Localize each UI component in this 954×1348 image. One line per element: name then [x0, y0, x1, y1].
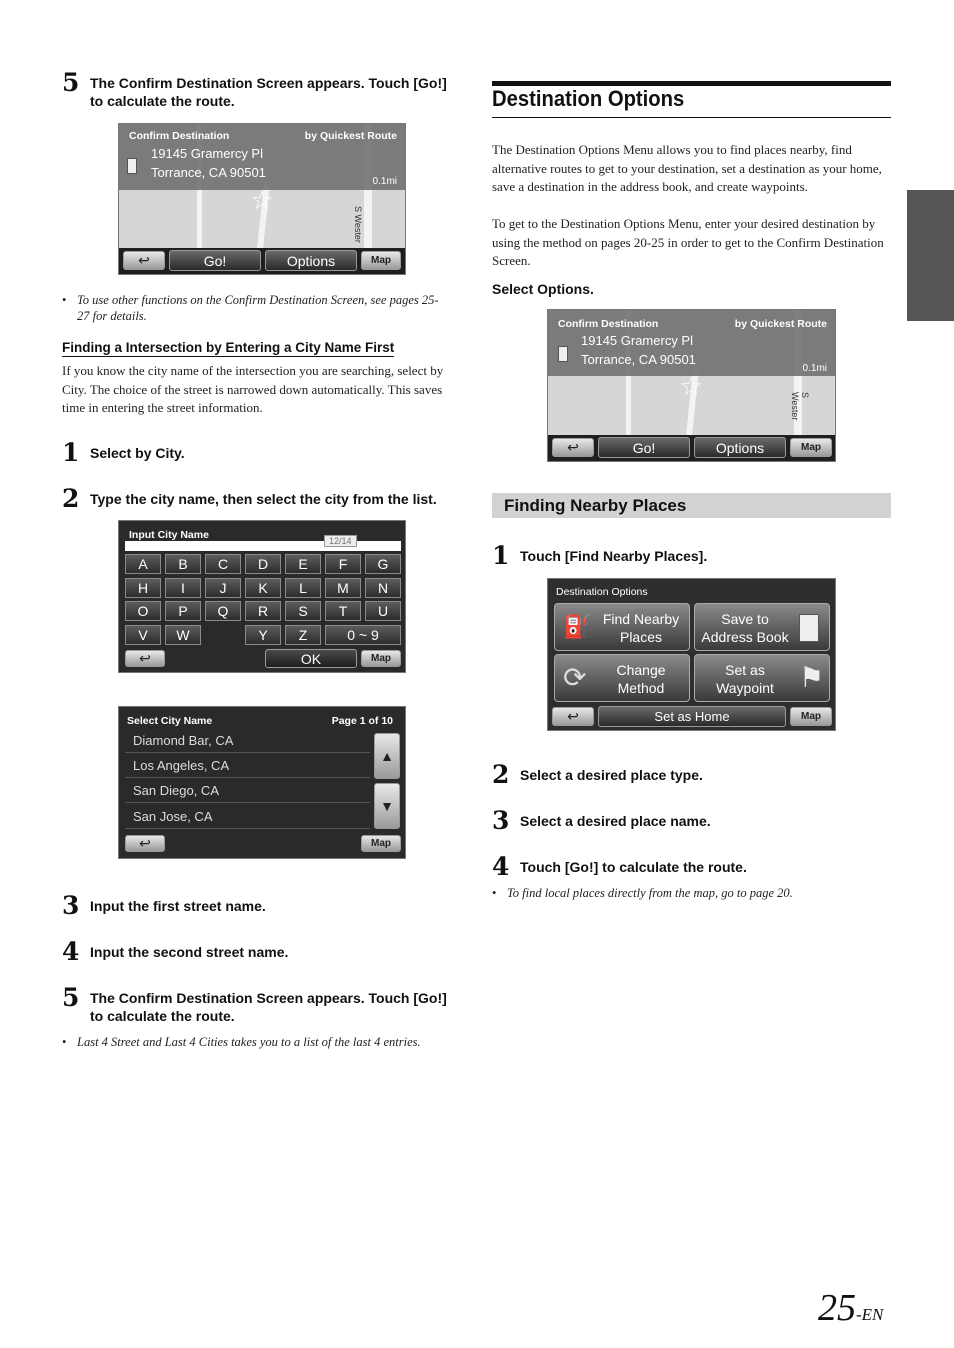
note-text: Last 4 Street and Last 4 Cities takes you to a list of the last 4 entries. — [77, 1035, 421, 1049]
page-number — [818, 1286, 883, 1330]
step-5-confirm-again — [62, 985, 462, 1025]
street-label: S Wester — [353, 206, 363, 243]
city-list-item[interactable]: San Jose, CA — [125, 805, 370, 829]
city-list-item[interactable]: San Diego, CA — [125, 779, 370, 803]
route-type: by Quickest Route — [304, 130, 397, 142]
step-text: The Confirm Destination Screen appears. Touch [Go!] to calculate the route. — [90, 75, 447, 109]
bullet: • — [62, 293, 67, 307]
ok-button[interactable]: OK — [265, 649, 357, 668]
keyboard-key[interactable]: D — [245, 554, 281, 574]
step-text: Select a desired place type. — [520, 767, 703, 783]
address-book-icon — [799, 614, 819, 642]
note-confirm — [62, 292, 442, 324]
building-icon — [558, 346, 568, 362]
back-arrow-icon: ↩ — [567, 439, 579, 455]
screen-title: Confirm Destination — [558, 318, 659, 330]
screen-title: Confirm Destination — [129, 130, 230, 142]
character-counter: 12/14 — [324, 535, 357, 547]
intro-paragraph: The Destination Options Menu allows you to find places nearby, find alternative routes to get to your destination, set a destination as your home, save a destination in the address book, and create waypoints. — [492, 142, 882, 194]
step-number: 4 — [62, 937, 80, 966]
step-text: Touch [Go!] to calculate the route. — [520, 859, 747, 875]
button-label: Save to — [721, 611, 769, 627]
map-button[interactable]: Map — [790, 707, 832, 726]
keyboard-key[interactable]: L — [285, 578, 321, 598]
button-label: Address Book — [701, 629, 789, 645]
section-heading: Destination Options — [492, 86, 685, 111]
step-text: Input the second street name. — [90, 944, 289, 960]
address-line-2: Torrance, CA 90501 — [151, 165, 266, 180]
step-1-select-city — [62, 440, 462, 466]
confirm-destination-screen — [547, 309, 836, 462]
step-4-go — [492, 854, 892, 880]
step-text: Touch [Find Nearby Places]. — [520, 548, 708, 564]
keyboard-key[interactable]: 0 ~ 9 — [325, 625, 401, 645]
step-text: Select a desired place name. — [520, 813, 711, 829]
back-button[interactable] — [125, 835, 165, 852]
city-list-item[interactable]: Diamond Bar, CA — [125, 729, 370, 753]
options-button[interactable]: Options — [265, 250, 357, 271]
keyboard-key[interactable]: B — [165, 554, 201, 574]
keyboard-key[interactable]: F — [325, 554, 361, 574]
keyboard-key[interactable]: N — [365, 578, 401, 598]
back-arrow-icon: ↩ — [567, 708, 579, 724]
button-label: Set as — [725, 662, 765, 678]
keyboard-key[interactable]: P — [165, 601, 201, 621]
step-number: 5 — [62, 983, 80, 1012]
keyboard-key[interactable]: M — [325, 578, 361, 598]
address-line-1: 19145 Gramercy Pl — [151, 146, 263, 161]
keyboard-key[interactable]: I — [165, 578, 201, 598]
keyboard-key[interactable]: V — [125, 625, 161, 645]
step-number: 1 — [62, 438, 80, 467]
keyboard-key[interactable]: W — [165, 625, 201, 645]
set-as-waypoint-button[interactable] — [694, 654, 830, 702]
save-to-address-book-button[interactable] — [694, 603, 830, 651]
step-1-find-nearby — [492, 543, 892, 569]
go-button[interactable]: Go! — [598, 437, 690, 458]
arrow-down-icon: ▼ — [380, 798, 394, 814]
building-icon — [127, 158, 137, 174]
bullet: • — [62, 1035, 67, 1049]
distance: 0.1mi — [372, 176, 397, 187]
note-text: To use other functions on the Confirm Destination Screen, see pages 25-27 for details. — [77, 293, 439, 323]
back-arrow-icon: ↩ — [138, 252, 150, 268]
step-text: Input the first street name. — [90, 898, 266, 914]
map-button[interactable]: Map — [361, 835, 401, 852]
button-label: Places — [619, 629, 663, 645]
back-arrow-icon: ↩ — [139, 650, 151, 666]
page-number-digits: 25 — [818, 1287, 856, 1329]
back-button[interactable] — [123, 251, 165, 270]
step-text: The Confirm Destination Screen appears. Touch [Go!] to calculate the route. — [90, 990, 447, 1024]
step-number: 2 — [62, 484, 80, 513]
keyboard-key[interactable]: Z — [285, 625, 321, 645]
screen-title: Destination Options — [556, 586, 648, 598]
step-number: 5 — [62, 68, 80, 97]
section-title: Finding Nearby Places — [504, 496, 687, 515]
change-method-button[interactable] — [554, 654, 690, 702]
map-button[interactable]: Map — [790, 438, 832, 457]
button-label: Waypoint — [716, 680, 774, 696]
note-text: To find local places directly from the map, go to page 20. — [507, 886, 793, 900]
button-label: Change — [616, 662, 666, 678]
find-nearby-places-button[interactable] — [554, 603, 690, 651]
step-text: Select by City. — [90, 445, 185, 461]
step-number: 4 — [492, 852, 510, 881]
keyboard-key[interactable]: Y — [245, 625, 281, 645]
map-button[interactable]: Map — [361, 251, 401, 270]
note-last-4 — [62, 1034, 462, 1050]
screen-title: Input City Name — [129, 529, 209, 541]
scroll-up-button[interactable] — [374, 733, 400, 779]
confirm-destination-screen — [118, 123, 406, 275]
back-arrow-icon: ↩ — [139, 835, 151, 851]
page-number-suffix: -EN — [856, 1305, 884, 1324]
back-button[interactable] — [552, 707, 594, 726]
heading-underline — [492, 117, 891, 118]
set-as-home-button[interactable]: Set as Home — [598, 706, 786, 727]
route-type: by Quickest Route — [734, 318, 827, 330]
keyboard-key[interactable]: A — [125, 554, 161, 574]
street-label: S Wester — [790, 392, 810, 421]
intro-paragraph: If you know the city name of the intersection you are searching, select by City. The choice of the street is narrowed down automatically. This saves time in entering the street information. — [62, 363, 444, 415]
note-local-places — [492, 885, 892, 901]
keyboard-key[interactable]: C — [205, 554, 241, 574]
refresh-arrows-icon: ⟳ — [563, 662, 587, 693]
step-3-place-name — [492, 808, 892, 834]
keyboard-key[interactable]: E — [285, 554, 321, 574]
step-4-second-street — [62, 939, 462, 965]
page-indicator: Page 1 of 10 — [331, 715, 393, 727]
button-label: Method — [617, 680, 665, 696]
address-line-1: 19145 Gramercy Pl — [581, 333, 693, 348]
address-line-2: Torrance, CA 90501 — [581, 352, 696, 367]
step-5-confirm — [62, 70, 462, 110]
step-number: 3 — [492, 806, 510, 835]
step-text: Type the city name, then select the city from the list. — [90, 491, 437, 507]
city-list-item[interactable]: Los Angeles, CA — [125, 754, 370, 778]
keyboard-key[interactable]: S — [285, 601, 321, 621]
back-button[interactable] — [125, 650, 165, 667]
step-number: 1 — [492, 541, 510, 570]
step-3-first-street — [62, 893, 462, 919]
bullet: • — [492, 886, 497, 900]
select-options-instruction: Select Options. — [492, 281, 594, 297]
step-2-place-type — [492, 762, 892, 788]
map-button[interactable]: Map — [361, 650, 401, 667]
step-number: 3 — [62, 891, 80, 920]
button-label: Find Nearby — [602, 611, 680, 627]
keyboard-key[interactable]: G — [365, 554, 401, 574]
city-input-field[interactable] — [125, 541, 401, 551]
keyboard-key[interactable]: H — [125, 578, 161, 598]
keyboard-key[interactable]: R — [245, 601, 281, 621]
scroll-down-button[interactable] — [374, 783, 400, 829]
distance: 0.1mi — [802, 363, 827, 374]
screen-title: Select City Name — [127, 715, 213, 727]
destination-star-icon: ☆ — [679, 372, 703, 401]
keyboard-key[interactable]: J — [205, 578, 241, 598]
keyboard-key[interactable]: Q — [205, 601, 241, 621]
select-city-name-screen — [118, 706, 406, 859]
input-city-name-screen — [118, 520, 406, 673]
chapter-thumb-tab — [907, 190, 954, 321]
subheading-intersection: Finding a Intersection by Entering a City Name First — [62, 340, 395, 355]
keyboard-key[interactable]: K — [245, 578, 281, 598]
instructions-paragraph: To get to the Destination Options Menu, enter your desired destination by using the method on pages 20-25 in order to get to the Confirm Destination Screen. — [492, 216, 884, 268]
options-button[interactable]: Options — [694, 437, 786, 458]
keyboard-key[interactable]: O — [125, 601, 161, 621]
destination-options-screen — [547, 578, 836, 731]
go-button[interactable]: Go! — [169, 250, 261, 271]
step-number: 2 — [492, 760, 510, 789]
arrow-up-icon: ▲ — [380, 748, 394, 764]
destination-star-icon: ☆ — [250, 186, 274, 215]
step-2-type-city — [62, 486, 462, 512]
keyboard-key[interactable]: T — [325, 601, 361, 621]
back-button[interactable] — [552, 438, 594, 457]
fuel-pump-icon: ⛽ — [563, 614, 591, 639]
flag-icon: ⚑ — [799, 662, 825, 693]
keyboard-key[interactable]: U — [365, 601, 401, 621]
